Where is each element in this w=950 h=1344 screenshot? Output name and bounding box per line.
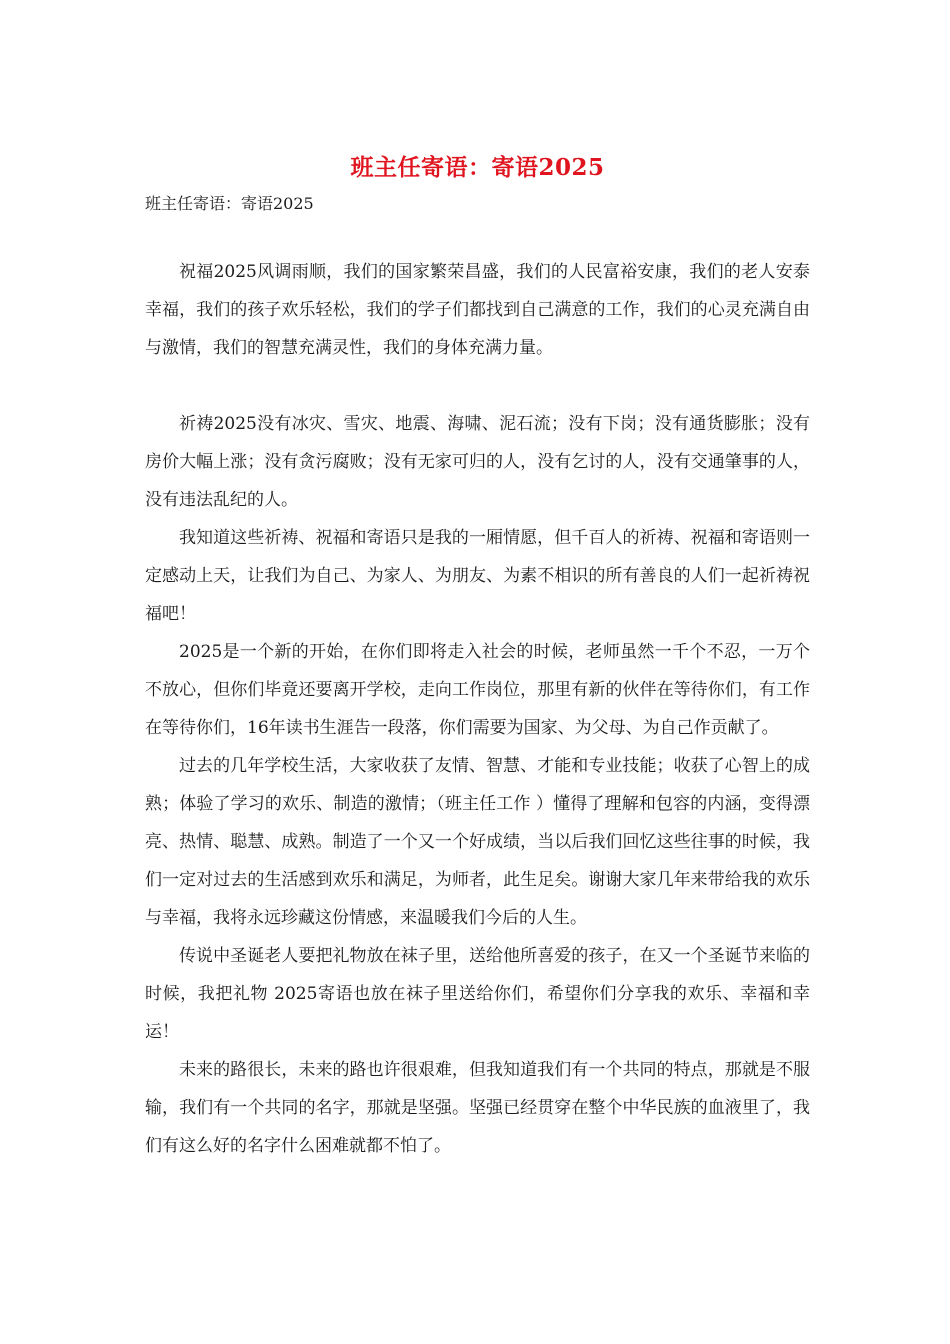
paragraph-christmas: 传说中圣诞老人要把礼物放在袜子里，送给他所喜爱的孩子，在又一个圣诞节来临的时候，我把礼物 2025寄语也放在袜子里送给你们，希望你们分享我的欢乐、幸福和幸运！ bbox=[145, 946, 810, 1042]
paragraph-prayer: 祈祷2025没有冰灾、雪灾、地震、海啸、泥石流；没有下岗；没有通货膨胀；没有房价大幅上涨；没有贪污腐败；没有无家可归的人，没有乞讨的人，没有交通肇事的人，没有违法乱纪的人。 bbox=[145, 414, 810, 510]
document-title: 班主任寄语：寄语2025 bbox=[350, 154, 605, 181]
paragraph-wish: 我知道这些祈祷、祝福和寄语只是我的一厢情愿，但千百人的祈祷、祝福和寄语则一定感动上天，让我们为自己、为家人、为朋友、为素不相识的所有善良的人们一起祈祷祝福吧！ bbox=[145, 528, 810, 624]
paragraph-future: 未来的路很长，未来的路也许很艰难，但我知道我们有一个共同的特点，那就是不服输，我们有一个共同的名字，那就是坚强。坚强已经贯穿在整个中华民族的血液里了，我们有这么好的名字什么困难就都不怕了。 bbox=[145, 1060, 810, 1156]
paragraph-new-start: 2025是一个新的开始，在你们即将走入社会的时候，老师虽然一千个不忍，一万个不放心，但你们毕竟还要离开学校，走向工作岗位，那里有新的伙伴在等待你们，有工作在等待你们，16年读书生涯告一段落，你们需要为国家、为父母、为自己作贡献了。 bbox=[145, 642, 810, 738]
document-subtitle: 班主任寄语：寄语2025 bbox=[145, 194, 314, 213]
document-page bbox=[145, 148, 810, 1165]
paragraph-blessing: 祝福2025风调雨顺，我们的国家繁荣昌盛，我们的人民富裕安康，我们的老人安泰幸福，我们的孩子欢乐轻松，我们的学子们都找到自己满意的工作，我们的心灵充满自由与激情，我们的智慧充满灵性，我们的身体充满力量。 bbox=[145, 262, 810, 358]
paragraph-school-life: 过去的几年学校生活，大家收获了友情、智慧、才能和专业技能；收获了心智上的成熟；体验了学习的欢乐、制造的激情；（班主任工作 ）懂得了理解和包容的内涵，变得漂亮、热情、聪慧、成熟。制造了一个又一个好成绩，当以后我们回忆这些往事的时候，我们一定对过去的生活感到欢乐和满足，为师者，此生足矣。谢谢大家几年来带给我的欢乐与幸福，我将永远珍藏这份情感，来温暖我们今后的人生。 bbox=[145, 756, 810, 928]
